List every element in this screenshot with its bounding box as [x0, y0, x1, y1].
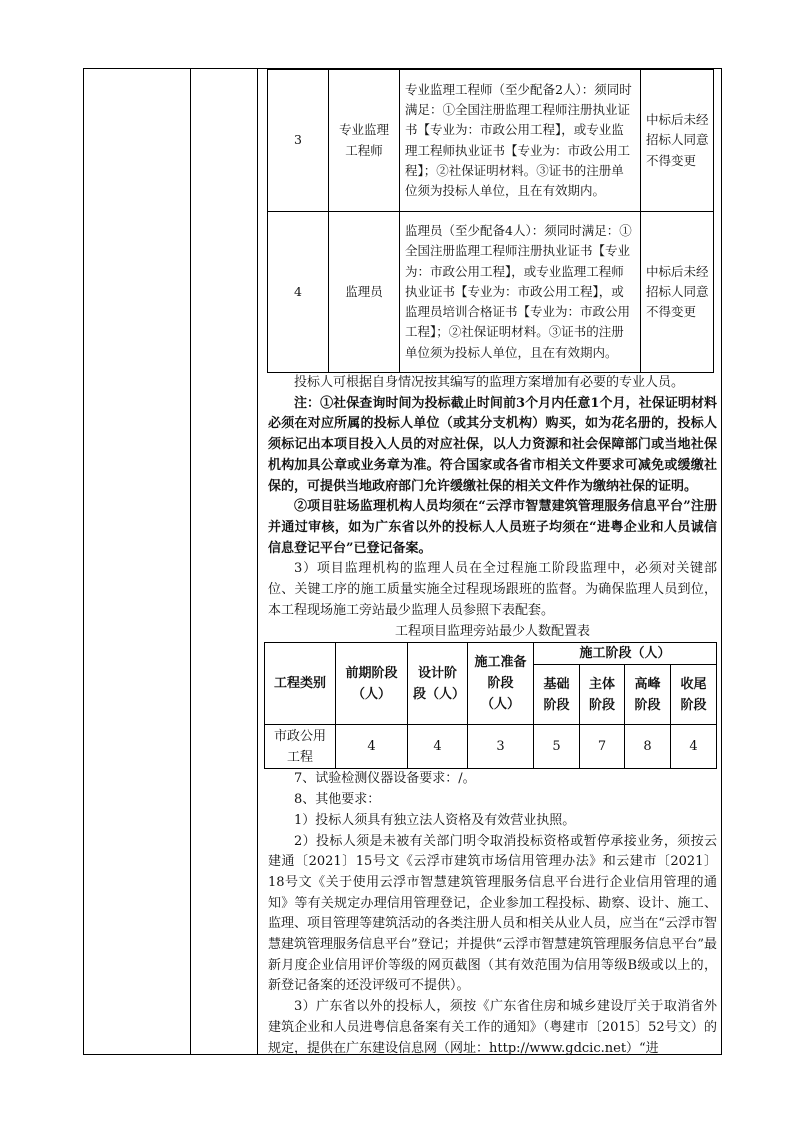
row-value: 4 [671, 725, 717, 769]
role-name: 监理员 [329, 212, 400, 373]
paragraph: 3）广东省以外的投标人，须按《广东省住房和城乡建设厅关于取消省外建筑企业和人员进粤信息备案有关工作的通知》（粤建市〔2015〕52号文）的规定，提供在广东建设信息网（网址：http://www.gdcic.net）“进 [268, 999, 717, 1056]
row-value: 5 [534, 725, 580, 769]
header-sub: 主体阶段 [580, 665, 625, 725]
header-sub: 收尾阶段 [671, 665, 717, 725]
table-row [268, 212, 714, 373]
table-row [265, 725, 717, 769]
role-requirement: 专业监理工程师（至少配备2人）：须同时满足：①全国注册监理工程师注册执业证书【专业为：市政公用工程】，或专业监理工程师执业证书【专业为：市政公用工程】；②社保证明材料。③证书的注册单位须为投标人单位，且在有效期内。 [400, 70, 641, 212]
row-value: 4 [408, 725, 468, 769]
role-note: 中标后未经招标人同意不得变更 [641, 70, 714, 212]
row-value: 4 [336, 725, 408, 769]
header-sub: 高峰阶段 [625, 665, 671, 725]
row-category: 市政公用工程 [265, 725, 336, 769]
header-construction: 施工阶段（人） [534, 643, 717, 665]
header-sub: 基础阶段 [534, 665, 580, 725]
table-row [268, 70, 714, 212]
row-value: 3 [468, 725, 534, 769]
column-divider [190, 69, 191, 1054]
header-prep: 施工准备阶段（人） [468, 643, 534, 725]
row-value: 8 [625, 725, 671, 769]
note-paragraph: ②项目驻场监理机构人员均须在“云浮市智慧建筑管理服务信息平台”注册并通过审核，如为广东省以外的投标人人员班子均须在“进粤企业和人员诚信信息登记平台”已登记备案。 [268, 499, 717, 556]
role-requirement: 监理员（至少配备4人）：须同时满足：①全国注册监理工程师注册执业证书【专业为：市政公用工程】，或专业监理工程师执业证书【专业为：市政公用工程】，或监理员培训合格证书【专业为：市政公用工程】；②社保证明材料。③证书的注册单位须为投标人单位，且在有效期内。 [400, 212, 641, 373]
table-caption: 工程项目监理旁站最少人数配置表 [394, 624, 590, 640]
staff-requirements-table [267, 69, 714, 373]
table-row [265, 643, 717, 665]
onsite-staffing-table [264, 642, 717, 769]
paragraph: 7、试验检测仪器设备要求：/。 [294, 771, 476, 787]
paragraph: 投标人可根据自身情况按其编写的监理方案增加有必要的专业人员。 [294, 375, 685, 390]
header-category: 工程类别 [265, 643, 336, 725]
row-number: 3 [268, 70, 329, 212]
role-name: 专业监理工程师 [329, 70, 400, 212]
header-pre: 前期阶段（人） [336, 643, 408, 725]
header-design: 设计阶段（人） [408, 643, 468, 725]
paragraph: 3）项目监理机构的监理人员在全过程施工阶段监理中，必须对关键部位、关键工序的施工质量实施全过程现场跟班的监督。为确保监理人员到位，本工程现场施工旁站最少监理人员参照下表配套。 [268, 561, 717, 618]
page-frame [83, 68, 722, 1055]
paragraph: 2）投标人须是未被有关部门明令取消投标资格或暂停承接业务，须按云建通〔2021〕15号文《云浮市建筑市场信用管理办法》和云建市〔2021〕18号文《关于使用云浮市智慧建筑管理服务信息平台进行企业信用管理的通知》等有关规定办理信用管理登记，企业参加工程投标、勘察、设计、施工、监理、项目管理等建筑活动的各类注册人员和相关从业人员，应当在“云浮市智慧建筑管理服务信息平台”登记；并提供“云浮市智慧建筑管理服务信息平台”最新月度企业信用评价等级的网页截图（其有效范围为信用等级B级或以上的，新登记备案的还没评级可不提供）。 [268, 833, 717, 994]
paragraph: 8、其他要求： [294, 792, 381, 808]
row-value: 7 [580, 725, 625, 769]
note-paragraph: 注：①社保查询时间为投标截止时间前3个月内任意1个月，社保证明材料必须在对应所属的投标人单位（或其分支机构）购买，如为花名册的，投标人须标记出本项目投入人员的对应社保，以人力资源和社会保障部门或当地社保机构加具公章或业务章为准。符合国家或各省市相关文件要求可减免或缓缴社保的，可提供当地政府部门允许缓缴社保的相关文件作为缴纳社保的证明。 [268, 395, 717, 494]
role-note: 中标后未经招标人同意不得变更 [641, 212, 714, 373]
content-cell [258, 69, 722, 1059]
row-number: 4 [268, 212, 329, 373]
paragraph: 1）投标人须具有独立法人资格及有效营业执照。 [294, 812, 576, 828]
